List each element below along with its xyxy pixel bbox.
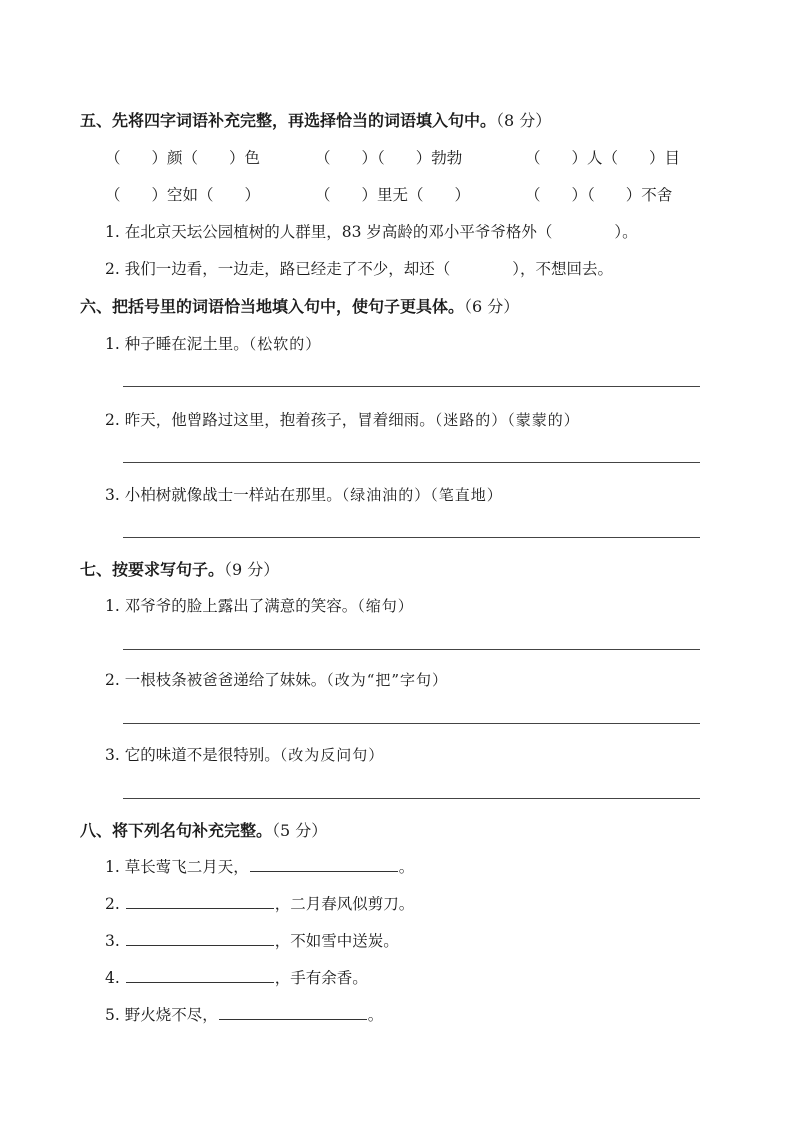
question-text: 1. 邓爷爷的脸上露出了满意的笑容。	[105, 597, 358, 615]
question-text: 2. 一根枝条被爸爸递给了妹妹。	[105, 671, 327, 689]
question-text: 1. 草长莺飞二月天，	[105, 858, 249, 876]
section-7-question-1	[105, 594, 414, 616]
question-hint: （绿油油的）（笔直地）	[341, 486, 503, 504]
section-8-score: （5 分）	[272, 821, 328, 840]
section-8-question-3	[105, 929, 399, 951]
fill-blank[interactable]	[126, 907, 274, 909]
fill-blank[interactable]	[126, 981, 274, 983]
section-5-title: 五、先将四字词语补充完整，再选择恰当的词语填入句中。	[80, 111, 497, 130]
question-text: 3. 它的味道不是很特别。	[105, 746, 280, 764]
fill-blank[interactable]	[250, 870, 398, 872]
idiom-6: （ ）（ ）不舍	[525, 186, 673, 204]
fill-blank[interactable]	[126, 944, 274, 946]
section-7-title: 七、按要求写句子。	[80, 560, 225, 579]
fill-blank[interactable]	[219, 1018, 367, 1020]
question-number: 2.	[105, 895, 125, 913]
section-8-heading	[80, 818, 327, 841]
question-hint: （改为“把”字句）	[326, 671, 449, 689]
section-7-heading	[80, 557, 279, 580]
answer-line[interactable]	[123, 649, 700, 650]
section-6-question-1	[105, 332, 321, 354]
question-text: ，不如雪中送炭。	[274, 932, 399, 950]
answer-line[interactable]	[123, 798, 700, 799]
section-6-title: 六、把括号里的词语恰当地填入句中，使句子更具体。	[80, 297, 465, 316]
question-text: 3. 小柏树就像战士一样站在那里。	[105, 486, 342, 504]
answer-line[interactable]	[123, 723, 700, 724]
idiom-4: （ ）空如（ ）	[105, 186, 261, 204]
question-text: ，手有余香。	[274, 969, 368, 987]
question-hint: （改为反问句）	[279, 746, 385, 764]
question-hint: （缩句）	[357, 597, 414, 615]
section-7-question-3	[105, 743, 384, 765]
section-5-heading	[80, 108, 551, 131]
section-8-question-4	[105, 966, 368, 988]
answer-line[interactable]	[123, 462, 700, 463]
section-6-score: （6 分）	[464, 297, 520, 316]
section-8-title: 八、将下列名句补充完整。	[80, 821, 273, 840]
question-text-end: 。	[367, 1006, 384, 1024]
idiom-2: （ ）（ ）勃勃	[315, 149, 463, 167]
answer-line[interactable]	[123, 537, 700, 538]
section-8-question-2	[105, 892, 414, 914]
section-5-question-1: 1. 在北京天坛公园植树的人群里，83 岁高龄的邓小平爷爷格外（ ）。	[105, 223, 638, 241]
question-text: 5. 野火烧不尽，	[105, 1006, 218, 1024]
question-hint: （松软的）	[248, 335, 322, 353]
idiom-5: （ ）里无（ ）	[315, 186, 471, 204]
question-text: 1. 种子睡在泥土里。	[105, 335, 249, 353]
section-5-question-2: 2. 我们一边看，一边走，路已经走了不少，却还（ ），不想回去。	[105, 260, 613, 278]
question-text: ，二月春风似剪刀。	[274, 895, 415, 913]
section-6-heading	[80, 294, 519, 317]
section-7-score: （9 分）	[224, 560, 280, 579]
idiom-1: （ ）颜（ ）色	[105, 149, 261, 167]
question-number: 3.	[105, 932, 125, 950]
section-6-question-3	[105, 483, 503, 505]
idiom-3: （ ）人（ ）目	[525, 149, 681, 167]
question-text: 2. 昨天，他曾路过这里，抱着孩子，冒着细雨。	[105, 411, 435, 429]
section-5-score: （8 分）	[496, 111, 552, 130]
section-6-question-2	[105, 408, 580, 430]
question-number: 4.	[105, 969, 125, 987]
answer-line[interactable]	[123, 386, 700, 387]
question-text-end: 。	[398, 858, 415, 876]
question-hint: （迷路的）（蒙蒙的）	[434, 411, 580, 429]
section-8-question-5	[105, 1003, 383, 1025]
section-8-question-1	[105, 855, 414, 877]
section-7-question-2	[105, 668, 448, 690]
